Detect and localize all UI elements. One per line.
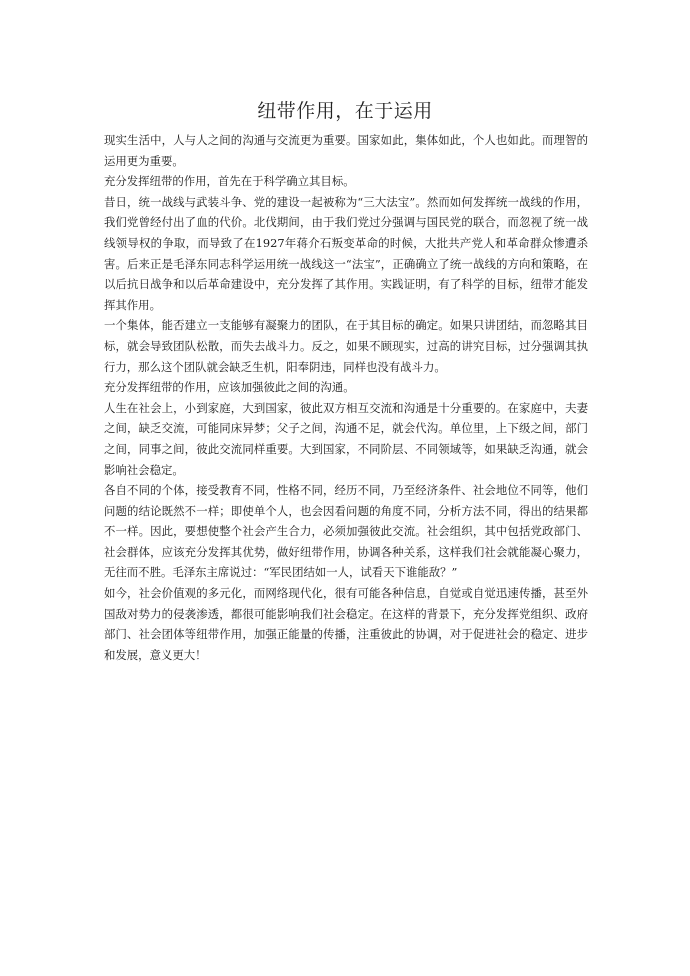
- paragraph-collective: 一个集体，能否建立一支能够有凝聚力的团队，在于其目标的确定。如果只讲团结，而忽略其目标，就会导致团队松散，而失去战斗力。反之，如果不顾现实，过高的讲究目标，过分强调其执行力，那么这个团队就会缺乏生机，阳奉阴违，同样也没有战斗力。: [104, 318, 588, 374]
- paragraph-goal-heading: 充分发挥纽带的作用，首先在于科学确立其目标。: [104, 174, 355, 189]
- document-title: 纽带作用，在于运用: [257, 100, 433, 122]
- paragraph-communication-heading: 充分发挥纽带的作用，应该加强彼此之间的沟通。: [104, 380, 355, 395]
- document-body: [104, 130, 588, 665]
- paragraph-intro: 现实生活中，人与人之间的沟通与交流更为重要。国家如此，集体如此，个人也如此。而理智的运用更为重要。: [104, 133, 588, 168]
- paragraph-united-front: 昔日，统一战线与武装斗争、党的建设一起被称为“三大法宝”。然而如何发挥统一战线的作用，我们党曾经付出了血的代价。北伐期间，由于我们党过分强调与国民党的联合，而忽视了统一战线领导权的争取，而导致了在1927年蒋介石叛变革命的时候，大批共产党人和革命群众惨遭杀害。后来正是毛泽东同志科学运用统一战线这一“法宝”，正确确立了统一战线的方向和策略，在以后抗日战争和以后革命建设中，充分发挥了其作用。实践证明，有了科学的目标，纽带才能发挥其作用。: [104, 194, 588, 312]
- paragraph-family-society: 人生在社会上，小到家庭，大到国家，彼此双方相互交流和沟通是十分重要的。在家庭中，夫妻之间，缺乏交流，可能同床异梦；父子之间，沟通不足，就会代沟。单位里，上下级之间，部门之间，同事之间，彼此交流同样重要。大到国家，不同阶层、不同领域等，如果缺乏沟通，就会影响社会稳定。: [104, 400, 588, 477]
- paragraph-individuals: 各自不同的个体，接受教育不同，性格不同，经历不同，乃至经济条件、社会地位不同等，他们问题的结论既然不一样；即使单个人，也会因看问题的角度不同，分析方法不同，得出的结果都不一样。因此，要想使整个社会产生合力，必须加强彼此交流。社会组织，其中包括党政部门、社会群体，应该充分发挥其优势，做好纽带作用，协调各种关系，这样我们社会就能凝心聚力，无往而不胜。毛泽东主席说过：“军民团结如一人，试看天下谁能敌？”: [104, 483, 588, 580]
- paragraph-conclusion: 如今，社会价值观的多元化，而网络现代化，很有可能各种信息，自觉或自觉迅速传播，甚至外国敌对势力的侵袭渗透，都很可能影响我们社会稳定。在这样的背景下，充分发挥党组织、政府部门、社会团体等纽带作用，加强正能量的传播，注重彼此的协调，对于促进社会的稳定、进步和发展，意义更大！: [104, 586, 588, 662]
